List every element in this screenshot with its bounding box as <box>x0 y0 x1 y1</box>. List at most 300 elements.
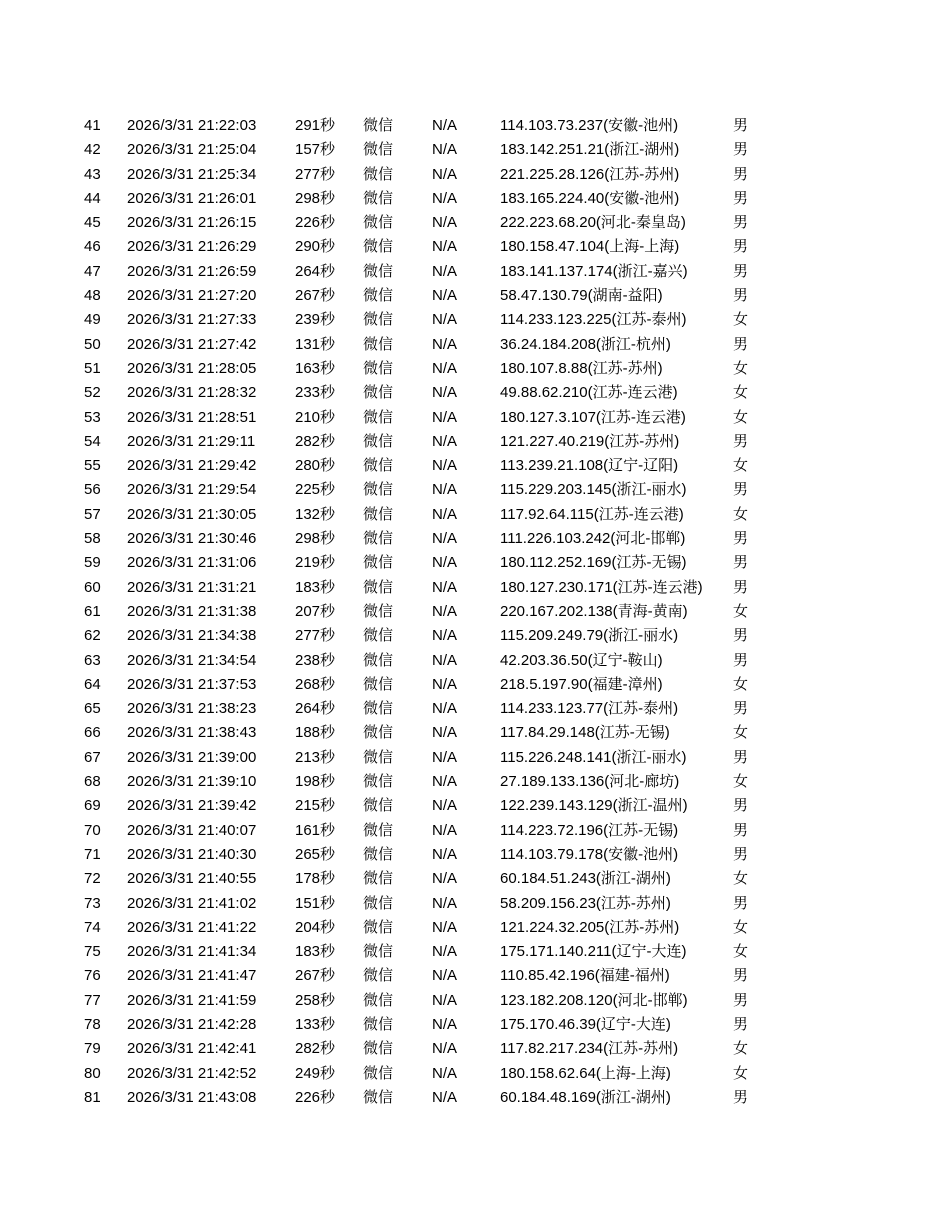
cell-ip-address: 114.103.73.237(安徽-池州) <box>500 117 679 134</box>
cell-serial-number: 79 <box>84 1040 101 1058</box>
cell-submit-time: 2026/3/31 21:41:47 <box>127 967 257 985</box>
cell-na: N/A <box>432 894 458 912</box>
cell-serial-number: 59 <box>84 554 101 572</box>
cell-gender: 男 <box>733 651 749 669</box>
cell-serial-number: 55 <box>84 457 101 475</box>
cell-ip-address: 180.107.8.88(江苏-苏州) <box>500 359 663 377</box>
cell-serial-number: 66 <box>84 724 101 742</box>
cell-ip-address: 60.184.51.243(浙江-湖州) <box>500 870 671 888</box>
cell-submit-time: 2026/3/31 21:31:38 <box>127 602 257 620</box>
cell-source: 微信 <box>363 117 394 134</box>
cell-source: 微信 <box>363 505 394 523</box>
cell-serial-number: 76 <box>84 967 101 985</box>
cell-source: 微信 <box>363 1040 394 1058</box>
table-row <box>0 138 950 162</box>
cell-source: 微信 <box>363 918 394 936</box>
cell-ip-address: 113.239.21.108(辽宁-辽阳) <box>500 457 679 475</box>
cell-gender: 女 <box>733 1040 749 1058</box>
cell-ip-address: 180.158.47.104(上海-上海) <box>500 238 680 256</box>
cell-source: 微信 <box>363 457 394 475</box>
cell-submit-time: 2026/3/31 21:39:10 <box>127 773 257 791</box>
cell-duration: 280秒 <box>295 457 336 475</box>
cell-duration: 268秒 <box>295 675 336 693</box>
cell-submit-time: 2026/3/31 21:40:07 <box>127 821 257 839</box>
cell-duration: 249秒 <box>295 1064 336 1082</box>
cell-source: 微信 <box>363 359 394 377</box>
cell-submit-time: 2026/3/31 21:37:53 <box>127 675 257 693</box>
cell-na: N/A <box>432 384 458 402</box>
cell-ip-address: 123.182.208.120(河北-邯郸) <box>500 991 688 1009</box>
cell-na: N/A <box>432 359 458 377</box>
cell-duration: 239秒 <box>295 311 336 329</box>
cell-gender: 男 <box>733 141 749 159</box>
cell-duration: 264秒 <box>295 262 336 280</box>
cell-submit-time: 2026/3/31 21:28:51 <box>127 408 257 426</box>
cell-gender: 男 <box>733 821 749 839</box>
cell-submit-time: 2026/3/31 21:26:15 <box>127 214 257 232</box>
cell-submit-time: 2026/3/31 21:39:42 <box>127 797 257 815</box>
table-row <box>0 454 950 478</box>
cell-na: N/A <box>432 408 458 426</box>
cell-serial-number: 63 <box>84 651 101 669</box>
cell-na: N/A <box>432 918 458 936</box>
table-row <box>0 551 950 575</box>
cell-submit-time: 2026/3/31 21:26:29 <box>127 238 257 256</box>
cell-na: N/A <box>432 287 458 305</box>
table-row <box>0 430 950 454</box>
cell-serial-number: 48 <box>84 287 101 305</box>
table-row <box>0 308 950 332</box>
cell-na: N/A <box>432 1088 458 1106</box>
cell-ip-address: 117.82.217.234(江苏-苏州) <box>500 1040 679 1058</box>
cell-submit-time: 2026/3/31 21:31:21 <box>127 578 257 596</box>
cell-ip-address: 220.167.202.138(青海-黄南) <box>500 602 688 620</box>
cell-serial-number: 46 <box>84 238 101 256</box>
cell-duration: 238秒 <box>295 651 336 669</box>
cell-gender: 女 <box>733 505 749 523</box>
cell-na: N/A <box>432 943 458 961</box>
cell-submit-time: 2026/3/31 21:25:34 <box>127 165 257 183</box>
cell-gender: 男 <box>733 845 749 863</box>
cell-gender: 男 <box>733 578 749 596</box>
cell-source: 微信 <box>363 894 394 912</box>
cell-gender: 男 <box>733 700 749 718</box>
cell-gender: 女 <box>733 918 749 936</box>
cell-na: N/A <box>432 797 458 815</box>
cell-duration: 298秒 <box>295 189 336 207</box>
cell-ip-address: 180.112.252.169(江苏-无锡) <box>500 554 687 572</box>
cell-gender: 男 <box>733 287 749 305</box>
table-row <box>0 211 950 235</box>
cell-source: 微信 <box>363 481 394 499</box>
cell-duration: 298秒 <box>295 530 336 548</box>
cell-submit-time: 2026/3/31 21:25:04 <box>127 141 257 159</box>
cell-source: 微信 <box>363 821 394 839</box>
table-row <box>0 381 950 405</box>
cell-ip-address: 27.189.133.136(河北-廊坊) <box>500 773 680 791</box>
cell-source: 微信 <box>363 627 394 645</box>
cell-duration: 131秒 <box>295 335 336 353</box>
table-row <box>0 357 950 381</box>
cell-duration: 225秒 <box>295 481 336 499</box>
cell-submit-time: 2026/3/31 21:34:54 <box>127 651 257 669</box>
cell-ip-address: 115.229.203.145(浙江-丽水) <box>500 481 687 499</box>
cell-submit-time: 2026/3/31 21:28:05 <box>127 359 257 377</box>
table-row <box>0 527 950 551</box>
cell-ip-address: 117.92.64.115(江苏-连云港) <box>500 505 684 523</box>
cell-duration: 178秒 <box>295 870 336 888</box>
cell-serial-number: 64 <box>84 675 101 693</box>
cell-gender: 男 <box>733 991 749 1009</box>
cell-submit-time: 2026/3/31 21:39:00 <box>127 748 257 766</box>
cell-ip-address: 114.103.79.178(安徽-池州) <box>500 845 679 863</box>
cell-source: 微信 <box>363 578 394 596</box>
cell-gender: 男 <box>733 797 749 815</box>
cell-na: N/A <box>432 991 458 1009</box>
cell-gender: 女 <box>733 359 749 377</box>
cell-ip-address: 183.142.251.21(浙江-湖州) <box>500 141 680 159</box>
cell-na: N/A <box>432 773 458 791</box>
cell-na: N/A <box>432 238 458 256</box>
cell-gender: 男 <box>733 262 749 280</box>
cell-serial-number: 74 <box>84 918 101 936</box>
cell-serial-number: 67 <box>84 748 101 766</box>
cell-ip-address: 58.47.130.79(湖南-益阳) <box>500 287 663 305</box>
table-row <box>0 697 950 721</box>
table-row <box>0 333 950 357</box>
cell-na: N/A <box>432 602 458 620</box>
cell-source: 微信 <box>363 335 394 353</box>
cell-source: 微信 <box>363 165 394 183</box>
table-row <box>0 892 950 916</box>
table-row <box>0 1086 950 1110</box>
cell-gender: 男 <box>733 214 749 232</box>
cell-serial-number: 60 <box>84 578 101 596</box>
table-row <box>0 721 950 745</box>
cell-duration: 264秒 <box>295 700 336 718</box>
cell-gender: 男 <box>733 967 749 985</box>
cell-gender: 女 <box>733 311 749 329</box>
cell-duration: 133秒 <box>295 1015 336 1033</box>
cell-submit-time: 2026/3/31 21:27:42 <box>127 335 257 353</box>
cell-serial-number: 53 <box>84 408 101 426</box>
cell-source: 微信 <box>363 943 394 961</box>
cell-serial-number: 78 <box>84 1015 101 1033</box>
table-row <box>0 114 950 138</box>
cell-source: 微信 <box>363 214 394 232</box>
cell-na: N/A <box>432 845 458 863</box>
cell-serial-number: 65 <box>84 700 101 718</box>
cell-source: 微信 <box>363 311 394 329</box>
cell-source: 微信 <box>363 724 394 742</box>
cell-serial-number: 54 <box>84 432 101 450</box>
table-row <box>0 503 950 527</box>
cell-duration: 198秒 <box>295 773 336 791</box>
cell-ip-address: 218.5.197.90(福建-漳州) <box>500 675 663 693</box>
table-row <box>0 600 950 624</box>
cell-duration: 183秒 <box>295 578 336 596</box>
table-row <box>0 794 950 818</box>
cell-submit-time: 2026/3/31 21:29:54 <box>127 481 257 499</box>
cell-serial-number: 77 <box>84 991 101 1009</box>
cell-duration: 213秒 <box>295 748 336 766</box>
cell-gender: 男 <box>733 165 749 183</box>
cell-submit-time: 2026/3/31 21:26:01 <box>127 189 257 207</box>
table-row <box>0 624 950 648</box>
cell-serial-number: 41 <box>84 117 101 134</box>
cell-na: N/A <box>432 335 458 353</box>
cell-duration: 210秒 <box>295 408 336 426</box>
cell-source: 微信 <box>363 773 394 791</box>
cell-na: N/A <box>432 432 458 450</box>
cell-na: N/A <box>432 530 458 548</box>
cell-source: 微信 <box>363 700 394 718</box>
table-row <box>0 843 950 867</box>
cell-ip-address: 114.233.123.225(江苏-泰州) <box>500 311 687 329</box>
cell-ip-address: 180.158.62.64(上海-上海) <box>500 1064 671 1082</box>
cell-duration: 267秒 <box>295 287 336 305</box>
cell-na: N/A <box>432 165 458 183</box>
cell-source: 微信 <box>363 1064 394 1082</box>
cell-na: N/A <box>432 481 458 499</box>
cell-source: 微信 <box>363 1088 394 1106</box>
cell-ip-address: 121.227.40.219(江苏-苏州) <box>500 432 680 450</box>
cell-submit-time: 2026/3/31 21:40:30 <box>127 845 257 863</box>
cell-submit-time: 2026/3/31 21:34:38 <box>127 627 257 645</box>
cell-submit-time: 2026/3/31 21:26:59 <box>127 262 257 280</box>
cell-submit-time: 2026/3/31 21:30:05 <box>127 505 257 523</box>
cell-source: 微信 <box>363 797 394 815</box>
cell-na: N/A <box>432 262 458 280</box>
cell-na: N/A <box>432 675 458 693</box>
cell-source: 微信 <box>363 870 394 888</box>
cell-na: N/A <box>432 505 458 523</box>
cell-serial-number: 45 <box>84 214 101 232</box>
cell-submit-time: 2026/3/31 21:31:06 <box>127 554 257 572</box>
cell-serial-number: 71 <box>84 845 101 863</box>
cell-ip-address: 115.226.248.141(浙江-丽水) <box>500 748 687 766</box>
table-row <box>0 478 950 502</box>
cell-serial-number: 44 <box>84 189 101 207</box>
cell-duration: 265秒 <box>295 845 336 863</box>
cell-na: N/A <box>432 141 458 159</box>
cell-na: N/A <box>432 651 458 669</box>
cell-na: N/A <box>432 189 458 207</box>
cell-ip-address: 183.165.224.40(安徽-池州) <box>500 189 680 207</box>
cell-source: 微信 <box>363 1015 394 1033</box>
cell-submit-time: 2026/3/31 21:27:33 <box>127 311 257 329</box>
table-row <box>0 867 950 891</box>
cell-source: 微信 <box>363 554 394 572</box>
table-row <box>0 989 950 1013</box>
table-row <box>0 964 950 988</box>
table-row <box>0 819 950 843</box>
cell-gender: 女 <box>733 943 749 961</box>
cell-serial-number: 72 <box>84 870 101 888</box>
table-row <box>0 746 950 770</box>
cell-na: N/A <box>432 724 458 742</box>
cell-gender: 男 <box>733 432 749 450</box>
cell-duration: 132秒 <box>295 505 336 523</box>
cell-source: 微信 <box>363 530 394 548</box>
cell-serial-number: 58 <box>84 530 101 548</box>
cell-na: N/A <box>432 1015 458 1033</box>
table-row <box>0 673 950 697</box>
cell-gender: 女 <box>733 384 749 402</box>
cell-source: 微信 <box>363 189 394 207</box>
cell-duration: 207秒 <box>295 602 336 620</box>
cell-source: 微信 <box>363 675 394 693</box>
cell-serial-number: 43 <box>84 165 101 183</box>
cell-duration: 163秒 <box>295 359 336 377</box>
table-row <box>0 284 950 308</box>
cell-gender: 男 <box>733 481 749 499</box>
cell-na: N/A <box>432 967 458 985</box>
cell-serial-number: 81 <box>84 1088 101 1106</box>
cell-submit-time: 2026/3/31 21:41:59 <box>127 991 257 1009</box>
cell-duration: 277秒 <box>295 627 336 645</box>
cell-gender: 男 <box>733 117 749 134</box>
cell-na: N/A <box>432 117 458 134</box>
table-row <box>0 187 950 211</box>
cell-submit-time: 2026/3/31 21:42:41 <box>127 1040 257 1058</box>
cell-duration: 219秒 <box>295 554 336 572</box>
cell-na: N/A <box>432 1040 458 1058</box>
cell-duration: 183秒 <box>295 943 336 961</box>
cell-serial-number: 69 <box>84 797 101 815</box>
cell-serial-number: 61 <box>84 602 101 620</box>
cell-gender: 女 <box>733 870 749 888</box>
cell-ip-address: 221.225.28.126(江苏-苏州) <box>500 165 680 183</box>
table-row <box>0 406 950 430</box>
data-table <box>0 114 950 1110</box>
cell-gender: 男 <box>733 627 749 645</box>
cell-serial-number: 68 <box>84 773 101 791</box>
cell-gender: 男 <box>733 530 749 548</box>
cell-submit-time: 2026/3/31 21:27:20 <box>127 287 257 305</box>
cell-source: 微信 <box>363 287 394 305</box>
cell-na: N/A <box>432 554 458 572</box>
cell-gender: 男 <box>733 554 749 572</box>
table-row <box>0 235 950 259</box>
cell-ip-address: 110.85.42.196(福建-福州) <box>500 967 670 985</box>
cell-ip-address: 122.239.143.129(浙江-温州) <box>500 797 688 815</box>
cell-submit-time: 2026/3/31 21:30:46 <box>127 530 257 548</box>
cell-serial-number: 70 <box>84 821 101 839</box>
table-row <box>0 770 950 794</box>
cell-source: 微信 <box>363 651 394 669</box>
cell-duration: 282秒 <box>295 1040 336 1058</box>
cell-gender: 男 <box>733 748 749 766</box>
cell-gender: 女 <box>733 675 749 693</box>
cell-source: 微信 <box>363 238 394 256</box>
cell-duration: 188秒 <box>295 724 336 742</box>
cell-gender: 男 <box>733 1088 749 1106</box>
cell-gender: 女 <box>733 1064 749 1082</box>
cell-na: N/A <box>432 627 458 645</box>
cell-submit-time: 2026/3/31 21:28:32 <box>127 384 257 402</box>
cell-serial-number: 56 <box>84 481 101 499</box>
cell-na: N/A <box>432 311 458 329</box>
cell-ip-address: 36.24.184.208(浙江-杭州) <box>500 335 671 353</box>
cell-source: 微信 <box>363 384 394 402</box>
cell-ip-address: 58.209.156.23(江苏-苏州) <box>500 894 671 912</box>
cell-source: 微信 <box>363 141 394 159</box>
cell-na: N/A <box>432 821 458 839</box>
cell-submit-time: 2026/3/31 21:22:03 <box>127 117 257 134</box>
cell-submit-time: 2026/3/31 21:38:43 <box>127 724 257 742</box>
cell-gender: 男 <box>733 894 749 912</box>
cell-ip-address: 117.84.29.148(江苏-无锡) <box>500 724 670 742</box>
cell-duration: 157秒 <box>295 141 336 159</box>
cell-gender: 女 <box>733 602 749 620</box>
cell-na: N/A <box>432 700 458 718</box>
cell-gender: 女 <box>733 773 749 791</box>
cell-source: 微信 <box>363 845 394 863</box>
cell-submit-time: 2026/3/31 21:40:55 <box>127 870 257 888</box>
cell-gender: 男 <box>733 189 749 207</box>
cell-na: N/A <box>432 748 458 766</box>
cell-na: N/A <box>432 870 458 888</box>
cell-serial-number: 80 <box>84 1064 101 1082</box>
cell-ip-address: 222.223.68.20(河北-秦皇岛) <box>500 214 686 232</box>
cell-na: N/A <box>432 1064 458 1082</box>
table-row <box>0 916 950 940</box>
cell-serial-number: 73 <box>84 894 101 912</box>
cell-serial-number: 42 <box>84 141 101 159</box>
cell-submit-time: 2026/3/31 21:42:28 <box>127 1015 257 1033</box>
table-row <box>0 1062 950 1086</box>
cell-submit-time: 2026/3/31 21:41:34 <box>127 943 257 961</box>
cell-serial-number: 75 <box>84 943 101 961</box>
table-row <box>0 260 950 284</box>
cell-source: 微信 <box>363 991 394 1009</box>
cell-duration: 226秒 <box>295 1088 336 1106</box>
cell-ip-address: 114.233.123.77(江苏-泰州) <box>500 700 679 718</box>
cell-serial-number: 62 <box>84 627 101 645</box>
table-row <box>0 940 950 964</box>
cell-serial-number: 47 <box>84 262 101 280</box>
cell-duration: 291秒 <box>295 117 336 134</box>
cell-gender: 男 <box>733 238 749 256</box>
cell-duration: 277秒 <box>295 165 336 183</box>
cell-submit-time: 2026/3/31 21:29:42 <box>127 457 257 475</box>
cell-gender: 男 <box>733 1015 749 1033</box>
cell-source: 微信 <box>363 432 394 450</box>
table-row <box>0 649 950 673</box>
table-row <box>0 576 950 600</box>
cell-ip-address: 60.184.48.169(浙江-湖州) <box>500 1088 671 1106</box>
cell-duration: 215秒 <box>295 797 336 815</box>
cell-ip-address: 42.203.36.50(辽宁-鞍山) <box>500 651 663 669</box>
cell-source: 微信 <box>363 967 394 985</box>
cell-submit-time: 2026/3/31 21:42:52 <box>127 1064 257 1082</box>
cell-gender: 女 <box>733 408 749 426</box>
cell-submit-time: 2026/3/31 21:38:23 <box>127 700 257 718</box>
cell-duration: 290秒 <box>295 238 336 256</box>
cell-na: N/A <box>432 214 458 232</box>
cell-duration: 267秒 <box>295 967 336 985</box>
cell-ip-address: 111.226.103.242(河北-邯郸) <box>500 530 686 548</box>
cell-submit-time: 2026/3/31 21:41:22 <box>127 918 257 936</box>
cell-serial-number: 50 <box>84 335 101 353</box>
cell-gender: 女 <box>733 457 749 475</box>
cell-source: 微信 <box>363 262 394 280</box>
cell-duration: 151秒 <box>295 894 336 912</box>
cell-serial-number: 57 <box>84 505 101 523</box>
cell-ip-address: 183.141.137.174(浙江-嘉兴) <box>500 262 688 280</box>
cell-gender: 女 <box>733 724 749 742</box>
